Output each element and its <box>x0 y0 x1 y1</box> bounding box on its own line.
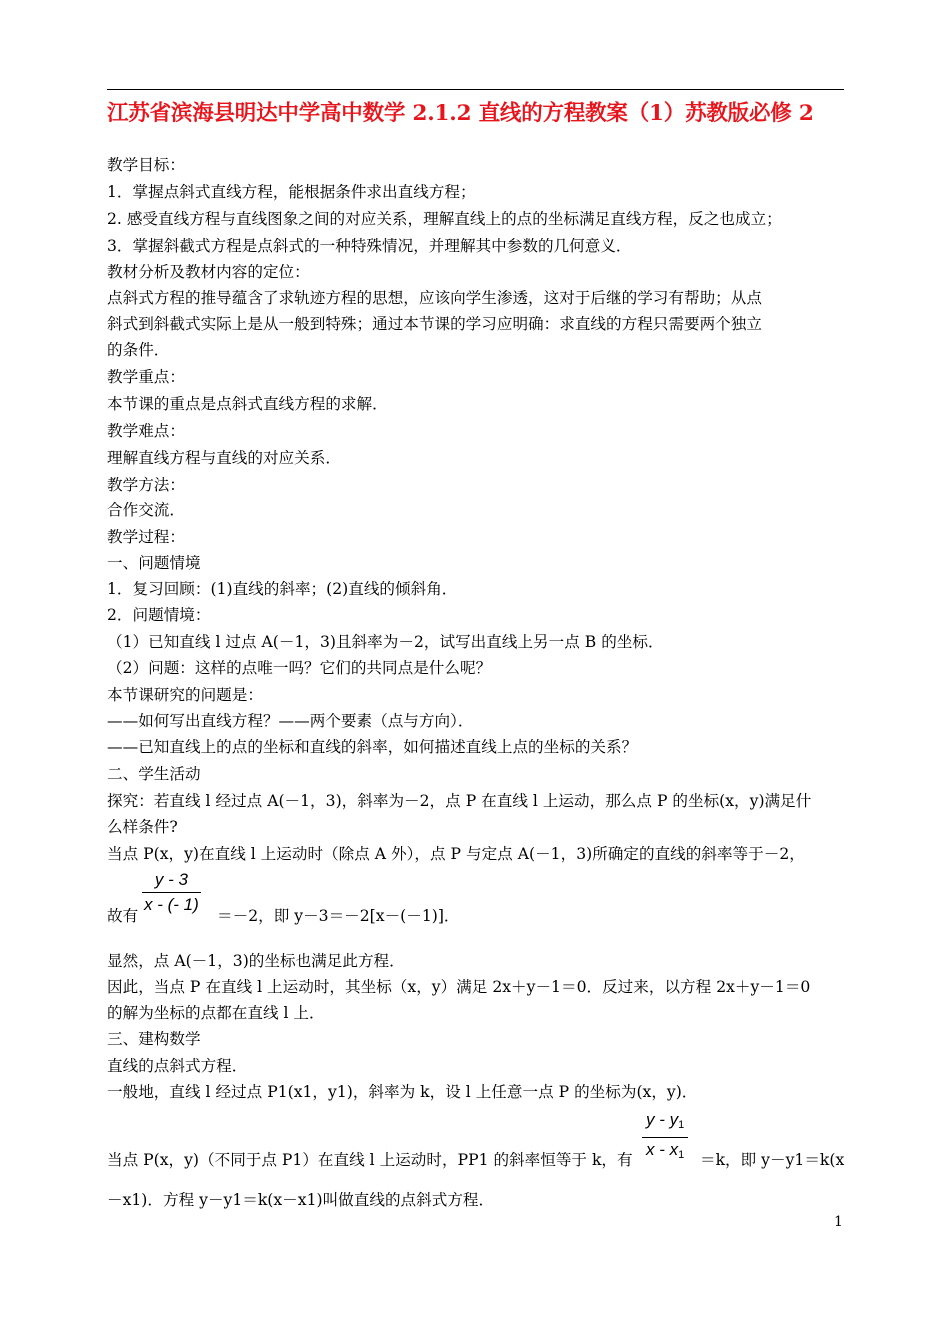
text-line: 斜式到斜截式实际上是从一般到特殊；通过本节课的学习应明确：求直线的方程只需要两个独立 <box>107 315 762 333</box>
slope-fraction-1 <box>142 870 201 915</box>
text-line: ——已知直线上的点的坐标和直线的斜率，如何描述直线上点的坐标的关系？ <box>107 738 638 756</box>
text-line: 教学方法： <box>107 476 185 494</box>
text-line: 1．掌握点斜式直线方程，能根据条件求出直线方程； <box>107 183 476 201</box>
text-line: 理解直线方程与直线的对应关系． <box>107 449 341 467</box>
text-line: 教学过程： <box>107 528 185 546</box>
text-line: －x1)．方程 y－y1＝k(x－x1)叫做直线的点斜式方程． <box>107 1191 495 1209</box>
text-line: 2. 感受直线方程与直线图象之间的对应关系，理解直线上的点的坐标满足直线方程，反之也成立； <box>107 210 782 228</box>
text-line: 教学重点： <box>107 368 185 386</box>
text-line: 直线的点斜式方程． <box>107 1057 248 1075</box>
text-line: （1）已知直线 l 过点 A(－1，3)且斜率为－2，试写出直线上另一点 B 的坐标． <box>107 633 664 651</box>
text-line: ＝－2，即 y－3＝－2[x－(－1)]． <box>217 907 460 925</box>
text-line: 二、学生活动 <box>107 765 201 783</box>
text-line: 显然，点 A(－1，3)的坐标也满足此方程． <box>107 952 405 970</box>
text-line: 3．掌握斜截式方程是点斜式的一种特殊情况，并理解其中参数的几何意义． <box>107 237 632 255</box>
text-line: 么样条件? <box>107 818 178 836</box>
text-line: 的条件． <box>107 341 170 359</box>
text-line: 2．问题情境： <box>107 606 211 624</box>
text-line: 本节课的重点是点斜式直线方程的求解． <box>107 395 388 413</box>
text-line: 三、建构数学 <box>107 1030 201 1048</box>
fraction-numerator: y - $y_1$ <box>646 1110 685 1131</box>
text-line: （2）问题：这样的点唯一吗？它们的共同点是什么呢？ <box>107 659 492 677</box>
text-line: 探究：若直线 l 经过点 A(－1，3)，斜率为－2，点 P 在直线 l 上运动，那么点 P 的坐标(x，y)满足什 <box>107 792 812 810</box>
text-line: 当点 P(x，y)（不同于点 P1）在直线 l 上运动时，PP1 的斜率恒等于 k，有 <box>107 1151 633 1169</box>
text-line: 教学目标： <box>107 156 185 174</box>
text-line: ——如何写出直线方程？——两个要素（点与方向）． <box>107 712 474 730</box>
text-line: 一、问题情境 <box>107 554 201 572</box>
header-rule <box>107 89 844 90</box>
text-line: 点斜式方程的推导蕴含了求轨迹方程的思想，应该向学生渗透，这对于后继的学习有帮助；从点 <box>107 289 762 307</box>
text-line: 当点 P(x，y)在直线 l 上运动时（除点 A 外），点 P 与定点 A(－1，3)所确定的直线的斜率等于－2， <box>107 845 805 863</box>
fraction-denominator: x - (- 1) <box>144 895 199 914</box>
fraction-numerator: y - 3 <box>154 870 188 889</box>
text-line: 一般地，直线 l 经过点 P1(x1，y1)，斜率为 k，设 l 上任意一点 P 的坐标为(x，y)． <box>107 1083 698 1101</box>
fraction-denominator: x - $x_1$ <box>646 1140 685 1161</box>
document-title: 江苏省滨海县明达中学高中数学 2.1.2 直线的方程教案（1）苏教版必修 2 <box>107 101 814 126</box>
text-line: 的解为坐标的点都在直线 l 上． <box>107 1004 325 1022</box>
text-line: 教学难点： <box>107 422 185 440</box>
text-line: 故有 <box>107 907 139 925</box>
slope-fraction-2 <box>642 1110 688 1165</box>
text-line: 1．复习回顾：(1)直线的斜率；(2)直线的倾斜角． <box>107 580 458 598</box>
text-line: 本节课研究的问题是： <box>107 686 263 704</box>
text-line: ＝k，即 y－y1＝k(x <box>700 1151 845 1169</box>
page-number: 1 <box>834 1214 843 1230</box>
text-line: 因此，当点 P 在直线 l 上运动时，其坐标（x，y）满足 2x＋y－1＝0．反过来，以方程 2x＋y－1＝0 <box>107 978 811 996</box>
text-line: 合作交流． <box>107 501 185 519</box>
text-line: 教材分析及教材内容的定位： <box>107 263 310 281</box>
